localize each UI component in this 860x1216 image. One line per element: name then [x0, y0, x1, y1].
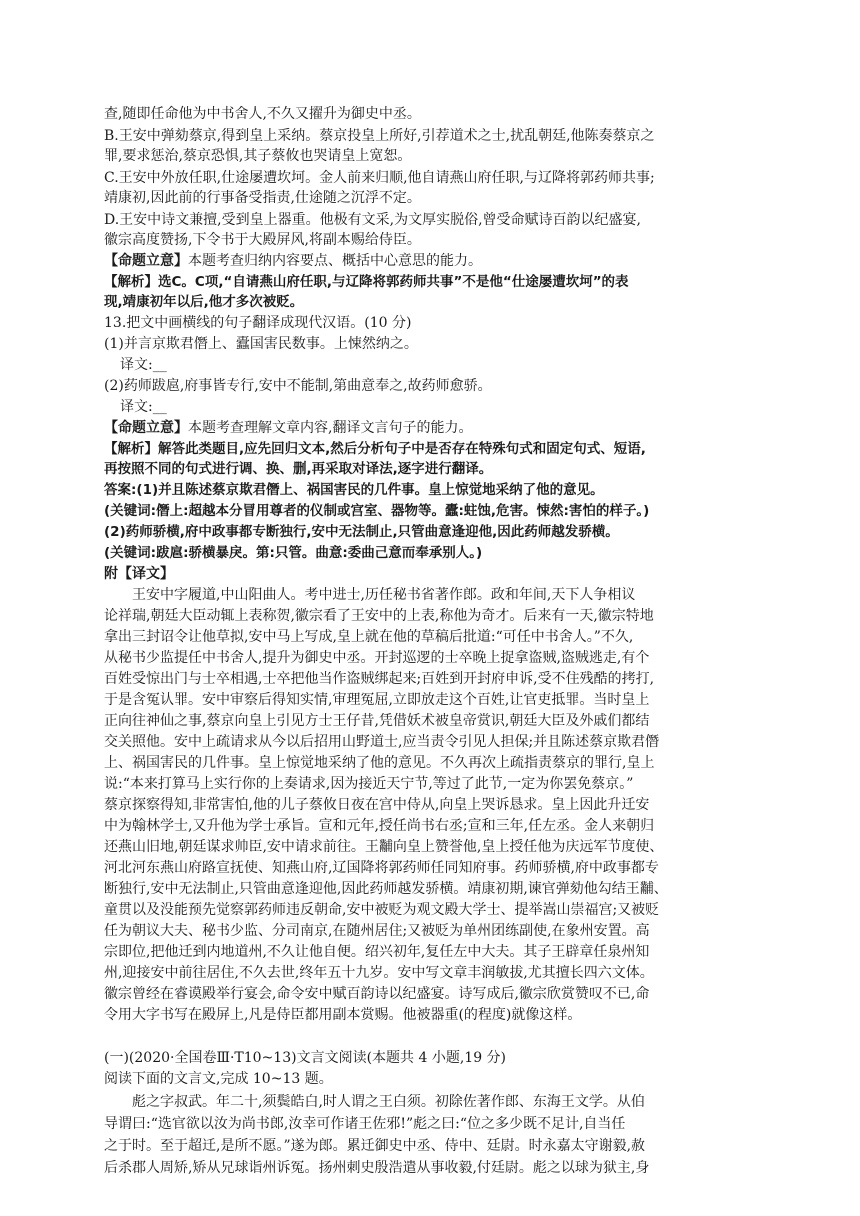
text-line — [104, 1005, 764, 1025]
line-text: 任为朝议大夫、秘书少监、分司南京,在随州居住;又被贬为单州团练副使,在象州安置。高 — [104, 923, 650, 939]
text-line — [104, 690, 764, 710]
text-line — [104, 313, 764, 333]
text-line — [104, 1136, 764, 1156]
text-line — [104, 210, 764, 230]
line-text: 解答此类题目,应先回归文本,然后分析句子中是否存在特殊句式和固定句式、短语, — [158, 441, 646, 457]
line-text: 罪,要求惩治,蔡京恐惧,其子蔡攸也哭请皇上宽恕。 — [104, 148, 412, 164]
text-line — [104, 648, 764, 668]
text-line — [104, 795, 764, 815]
text-line — [104, 543, 764, 563]
line-text: (一)(2020·全国卷Ⅲ·T10~13)文言文阅读(本题共 4 小题,19 分) — [104, 1050, 507, 1066]
text-line — [104, 126, 764, 146]
line-text: D.王安中诗文兼擅,受到皇上器重。他极有文采,为文厚实脱俗,曾受命赋诗百韵以纪盛宴, — [104, 212, 641, 228]
line-text: 再按照不同的句式进行调、换、删,再采取对译法,逐字进行翻译。 — [104, 461, 493, 477]
line-text: 从秘书少监提任中书舍人,提升为御史中丞。开封巡逻的士卒晚上捉拿盗贼,盗贼逃走,有个 — [104, 650, 650, 666]
line-text: 导谓曰:“选官欲以汝为尚书郎,汝幸可作诸王佐邪!”彪之曰:“位之多少既不足计,自当任 — [104, 1116, 626, 1132]
line-text: 断独行,安中无法制止,只管曲意逢迎他,因此药师越发骄横。靖康初期,谏官弹劾他勾结王黼、 — [104, 881, 668, 897]
text-line — [104, 921, 764, 941]
text-line — [104, 501, 764, 521]
line-text: 说:“本来打算马上实行你的上奏请求,因为接近天宁节,等过了此节,一定为你罢免蔡京。” — [104, 776, 634, 792]
text-line — [104, 1114, 764, 1134]
line-text: 交关照他。安中上疏请求从今以后招用山野道士,应当责令引见人担保;并且陈述蔡京欺君僭 — [104, 734, 660, 750]
line-text: 本题考查归纳内容要点、概括中心意思的能力。 — [188, 253, 482, 269]
line-text: (2)药师跋扈,府事皆专行,安中不能制,第曲意奉之,故药师愈骄。 — [104, 378, 492, 394]
text-line — [104, 627, 764, 647]
text-line — [104, 334, 764, 354]
line-text: 拿出三封诏令让他草拟,安中马上写成,皇上就在他的草稿后批道:“可任中书舍人。”不久, — [104, 629, 634, 645]
text-line — [104, 963, 764, 983]
text-line — [104, 1158, 764, 1178]
line-text: 查,随即任命他为中书舍人,不久又擢升为御史中丞。 — [104, 106, 421, 122]
text-line — [104, 753, 764, 773]
line-text: 徽宗高度赞扬,下令书于大殿屏风,将副本赐给侍臣。 — [104, 232, 421, 248]
text-line — [104, 376, 764, 396]
line-text: 宗即位,把他迁到内地道州,不久让他自便。绍兴初年,复任左中大夫。其子王辟章任泉州知 — [104, 944, 650, 960]
text-line — [104, 984, 764, 1004]
text-line — [104, 669, 764, 689]
line-text: (关键词:僭上:超越本分冒用尊者的仪制或宫室、器物等。蠹:蛀蚀,危害。悚然:害怕的样子。) — [104, 503, 650, 519]
line-text: 答案:(1)并且陈述蔡京欺君僭上、祸国害民的几件事。皇上惊觉地采纳了他的意见。 — [104, 482, 604, 498]
text-line — [120, 355, 764, 375]
line-text: 正向往神仙之事,蔡京向皇上引见方士王仔昔,凭借妖术被皇帝赏识,朝廷大臣及外戚们都结 — [104, 713, 650, 729]
line-text: 后杀郡人周矫,矫从兄球诣州诉冤。扬州刺史殷浩遣从事收毅,付廷尉。彪之以球为狱主,身 — [104, 1160, 650, 1176]
line-text: 上、祸国害民的几件事。皇上惊觉地采纳了他的意见。不久再次上疏指责蔡京的罪行,皇上 — [104, 755, 655, 771]
line-text: 王安中字履道,中山阳曲人。考中进士,历任秘书省著作郎。政和年间,天下人争相议 — [132, 587, 636, 603]
section-tag: 【解析】 — [104, 274, 158, 290]
section-tag: 【命题立意】 — [104, 253, 188, 269]
text-line — [104, 522, 764, 542]
text-line — [104, 418, 764, 438]
text-line — [104, 711, 764, 731]
text-line — [104, 564, 764, 584]
text-line — [104, 251, 764, 271]
text-line — [104, 104, 764, 124]
text-line — [132, 585, 764, 605]
line-text: (1)并言京欺君僭上、蠹国害民数事。上悚然纳之。 — [104, 336, 418, 352]
text-line — [104, 1069, 764, 1089]
text-line — [132, 1092, 764, 1112]
line-text: (关键词:跋扈:骄横暴戾。第:只管。曲意:委曲己意而奉承别人。) — [104, 545, 483, 561]
line-text: 之于时。至于超迁,是所不愿。”遂为郎。累迁御史中丞、侍中、廷尉。时永嘉太守谢毅,赦 — [104, 1138, 646, 1154]
text-line — [104, 230, 764, 250]
line-text: 译文:__ — [120, 399, 167, 415]
line-text: 本题考查理解文章内容,翻译文言句子的能力。 — [188, 420, 473, 436]
line-text: (2)药师骄横,府中政事都专断独行,安中无法制止,只管曲意逢迎他,因此药师越发骄横。 — [104, 524, 619, 540]
section-tag: 附【译文】 — [104, 566, 174, 582]
text-line — [104, 900, 764, 920]
line-text: 于是含冤认罪。安中审察后得知实情,审理冤屈,立即放走这个百姓,让官吏抵罪。当时皇上 — [104, 692, 650, 708]
line-text: 彪之字叔武。年二十,须鬓皓白,时人谓之王白须。初除佐著作郎、东海王文学。从伯 — [132, 1094, 645, 1110]
text-line — [104, 858, 764, 878]
line-text: 童贯以及没能预先觉察郭药师违反朝命,安中被贬为观文殿大学士、提举嵩山崇福宫;又被贬 — [104, 902, 660, 918]
text-line — [104, 774, 764, 794]
line-text: 河北河东燕山府路宣抚使、知燕山府,辽国降将郭药师任同知府事。药师骄横,府中政事都专 — [104, 860, 659, 876]
line-text: C.王安中外放任职,仕途屡遭坎坷。金人前来归顺,他自请燕山府任职,与辽降将郭药师共事; — [104, 170, 655, 186]
text-line — [104, 272, 764, 292]
text-line — [104, 146, 764, 166]
text-line — [120, 397, 764, 417]
text-line — [104, 168, 764, 188]
line-text: 令用大字书写在殿屏上,凡是侍臣都用副本赏赐。他被器重(的程度)就像这样。 — [104, 1007, 582, 1023]
text-line — [104, 816, 764, 836]
text-line — [104, 942, 764, 962]
text-line — [104, 837, 764, 857]
line-text: B.王安中弹劾蔡京,得到皇上采纳。蔡京投皇上所好,引荐道术之士,扰乱朝廷,他陈奏蔡京之 — [104, 128, 655, 144]
line-text: 还燕山旧地,朝廷谋求帅臣,安中请求前往。王黼向皇上赞誉他,皇上授任他为庆远军节度使、 — [104, 839, 664, 855]
text-line — [104, 459, 764, 479]
text-line — [104, 439, 764, 459]
section-tag: 【解析】 — [104, 441, 158, 457]
section-tag: 【命题立意】 — [104, 420, 188, 436]
line-text: 13.把文中画横线的句子翻译成现代汉语。(10 分) — [104, 315, 412, 331]
line-text: 阅读下面的文言文,完成 10~13 题。 — [104, 1071, 333, 1087]
line-text: 中为翰林学士,又升他为学士承旨。宣和元年,授任尚书右丞;宣和三年,任左丞。金人来朝归 — [104, 818, 655, 834]
text-line — [104, 606, 764, 626]
text-line — [104, 879, 764, 899]
line-text: 现,靖康初年以后,他才多次被贬。 — [104, 294, 304, 310]
text-line — [104, 188, 764, 208]
line-text: 州,迎接安中前往居住,不久去世,终年五十九岁。安中写文章丰润敏拔,尤其擅长四六文体。 — [104, 965, 654, 981]
text-line — [104, 732, 764, 752]
line-text: 选C。C项,“自请燕山府任职,与辽降将郭药师共事”不是他“仕途屡遭坎坷”的表 — [158, 274, 629, 290]
line-text: 徽宗曾经在睿谟殿举行宴会,命令安中赋百韵诗以纪盛宴。诗写成后,徽宗欣赏赞叹不已,命 — [104, 986, 650, 1002]
text-line — [104, 480, 764, 500]
line-text: 论祥瑞,朝廷大臣动辄上表称贺,徽宗看了王安中的上表,称他为奇才。后来有一天,徽宗特地 — [104, 608, 654, 624]
line-text: 百姓受惊出门与士卒相遇,士卒把他当作盗贼绑起来;百姓到开封府申诉,受不住残酷的拷打, — [104, 671, 655, 687]
line-text: 靖康初,因此前的行事备受指责,仕途随之沉浮不定。 — [104, 190, 421, 206]
line-text: 蔡京探察得知,非常害怕,他的儿子蔡攸日夜在宫中侍从,向皇上哭诉恳求。皇上因此升迁安 — [104, 797, 650, 813]
text-line — [104, 1048, 764, 1068]
text-line — [104, 292, 764, 312]
line-text: 译文:__ — [120, 357, 167, 373]
